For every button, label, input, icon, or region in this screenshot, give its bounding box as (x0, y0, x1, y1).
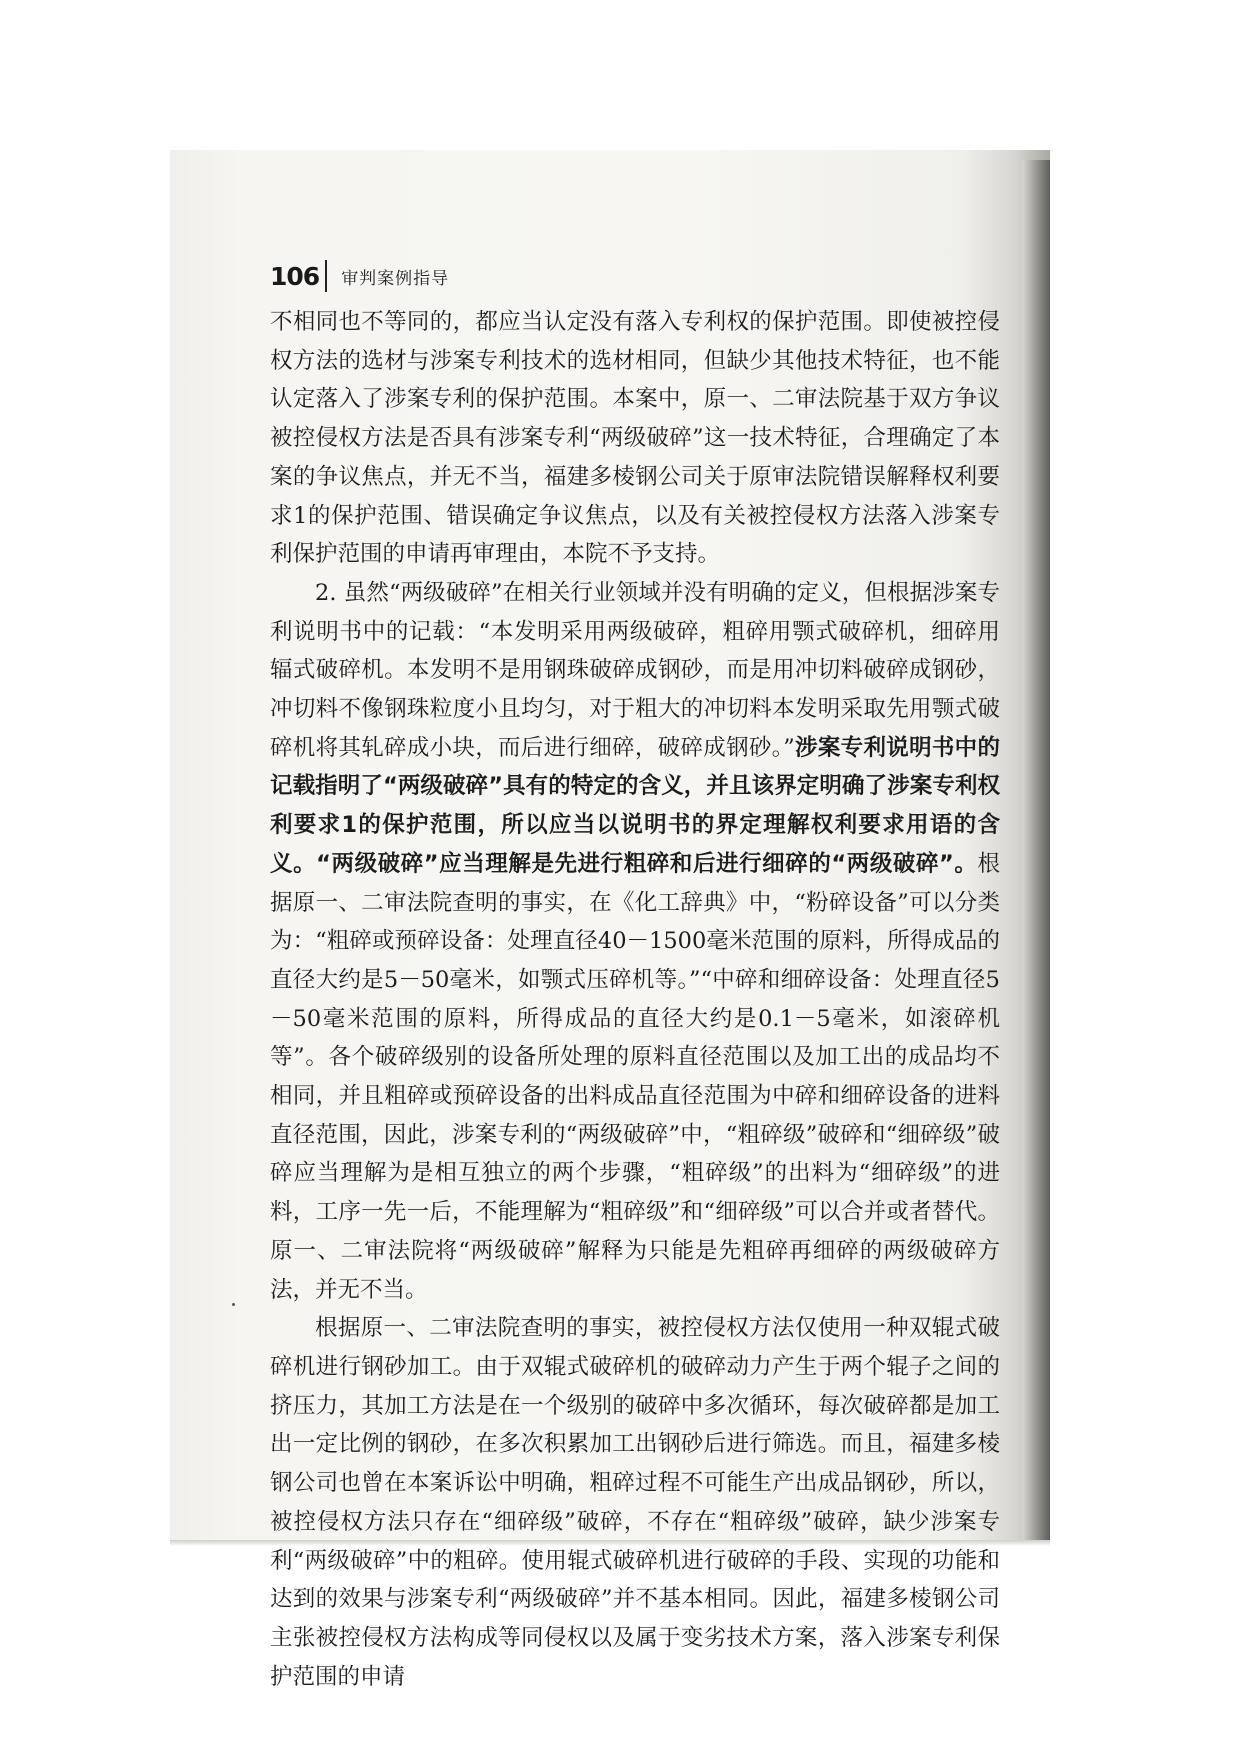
paragraph-2 (270, 574, 1000, 1309)
running-head (270, 256, 449, 296)
page-number: 106 (270, 261, 320, 291)
scan-speck (232, 1303, 235, 1306)
header-divider (325, 260, 327, 292)
paragraph-2-text-a: 2. 虽然“两级破碎”在相关行业领域并没有明确的定义，但根据涉案专利说明书中的记载：“本发明采用两级破碎，粗碎用颚式破碎机，细碎用辐式破碎机。本发明不是用钢珠破碎成钢砂，而是用冲切料破碎成钢砂，冲切料不像钢珠粒度小且均匀，对于粗大的冲切料本发明采取先用颚式破碎机将其轧碎成小块，而后进行细碎，破碎成钢砂。” (270, 579, 1000, 761)
body-text (270, 303, 1000, 1696)
book-title: 审判案例指导 (341, 268, 450, 289)
paragraph-3: 根据原一、二审法院查明的事实，被控侵权方法仅使用一种双辊式破碎机进行钢砂加工。由于双辊式破碎机的破碎动力产生于两个辊子之间的挤压力，其加工方法是在一个级别的破碎中多次循环，每次破碎都是加工出一定比例的钢砂，在多次积累加工出钢砂后进行筛选。而且，福建多棱钢公司也曾在本案诉讼中明确，粗碎过程不可能生产出成品钢砂，所以，被控侵权方法只存在“细碎级”破碎，不存在“粗碎级”破碎，缺少涉案专利“两级破碎”中的粗碎。使用辊式破碎机进行破碎的手段、实现的功能和达到的效果与涉案专利“两级破碎”并不基本相同。因此，福建多棱钢公司主张被控侵权方法构成等同侵权以及属于变劣技术方案，落入涉案专利保护范围的申请 (270, 1315, 1000, 1690)
paragraph-1: 不相同也不等同的，都应当认定没有落入专利权的保护范围。即使被控侵权方法的选材与涉案专利技术的选材相同，但缺少其他技术特征，也不能认定落入了涉案专利的保护范围。本案中，原一、二审法院基于双方争议被控侵权方法是否具有涉案专利“两级破碎”这一技术特征，合理确定了本案的争议焦点，并无不当，福建多棱钢公司关于原审法院错误解释权利要求1的保护范围、错误确定争议焦点，以及有关被控侵权方法落入涉案专利保护范围的申请再审理由，本院不予支持。 (270, 309, 1000, 568)
paragraph-2-bold-text: 涉案专利说明书中的记载指明了“两级破碎”具有的特定的含义，并且该界定明确了涉案专利权利要求1的保护范围，所以应当以说明书的界定理解权利要求用语的含义。“两级破碎”应当理解是先进行粗碎和后进行细碎的“两级破碎”。 (270, 734, 1000, 877)
book-page-edge (1022, 160, 1050, 1545)
paragraph-2-text-b: 根据原一、二审法院查明的事实，在《化工辞典》中，“粉碎设备”可以分类为：“粗碎或预碎设备：处理直径40－1500毫米范围的原料，所得成品的直径大约是5－50毫米，如颚式压碎机等。”“中碎和细碎设备：处理直径5－50毫米范围的原料，所得成品的直径大约是0.1－5毫米，如滚碎机等”。各个破碎级别的设备所处理的原料直径范围以及加工出的成品均不相同，并且粗碎或预碎设备的出料成品直径范围为中碎和细碎设备的进料直径范围，因此，涉案专利的“两级破碎”中，“粗碎级”破碎和“细碎级”破碎应当理解为是相互独立的两个步骤，“粗碎级”的出料为“细碎级”的进料，工序一先一后，不能理解为“粗碎级”和“细碎级”可以合并或者替代。原一、二审法院将“两级破碎”解释为只能是先粗碎再细碎的两级破碎方法，并无不当。 (270, 850, 1000, 1303)
